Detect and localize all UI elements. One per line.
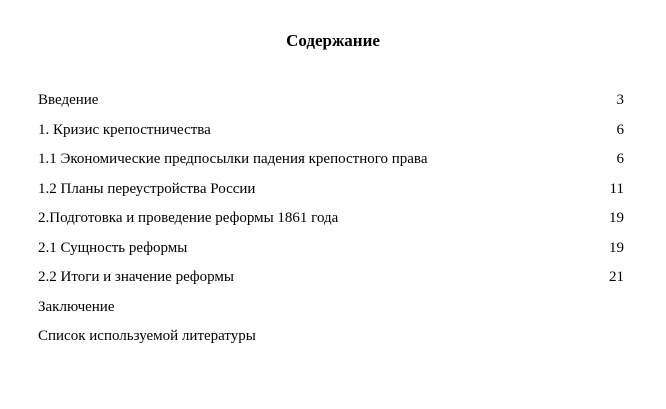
table-of-contents — [38, 90, 624, 356]
toc-entry-page: 21 — [609, 269, 624, 285]
toc-entry-label: 1. Кризис крепостничества — [38, 121, 211, 138]
toc-entry — [38, 90, 624, 120]
toc-entry-label: Заключение — [38, 298, 115, 315]
toc-entry — [38, 120, 624, 150]
toc-entry-page: 19 — [609, 210, 624, 226]
toc-entry-label: 1.2 Планы переустройства России — [38, 180, 256, 197]
toc-entry-label: 2.1 Сущность реформы — [38, 239, 188, 256]
toc-entry — [38, 208, 624, 238]
toc-entry — [38, 238, 624, 268]
toc-entry — [38, 179, 624, 209]
toc-entry-page: 11 — [609, 180, 624, 197]
toc-entry — [38, 267, 624, 297]
toc-entry-label: Список используемой литературы — [38, 328, 256, 344]
toc-entry-page: 3 — [616, 92, 624, 108]
toc-entry — [38, 297, 624, 327]
toc-title: Содержание — [286, 31, 380, 50]
toc-entry-page: 6 — [616, 121, 624, 138]
toc-entry-label: 2.2 Итоги и значение реформы — [38, 269, 234, 285]
toc-entry-label: 2.Подготовка и проведение реформы 1861 года — [38, 210, 339, 226]
toc-entry-label: Введение — [38, 92, 99, 108]
toc-entry-label: 1.1 Экономические предпосылки падения крепостного права — [38, 151, 428, 167]
toc-entry — [38, 326, 624, 356]
toc-entry-page: 19 — [609, 239, 624, 256]
toc-entry — [38, 149, 624, 179]
toc-entry-page: 6 — [616, 151, 624, 167]
